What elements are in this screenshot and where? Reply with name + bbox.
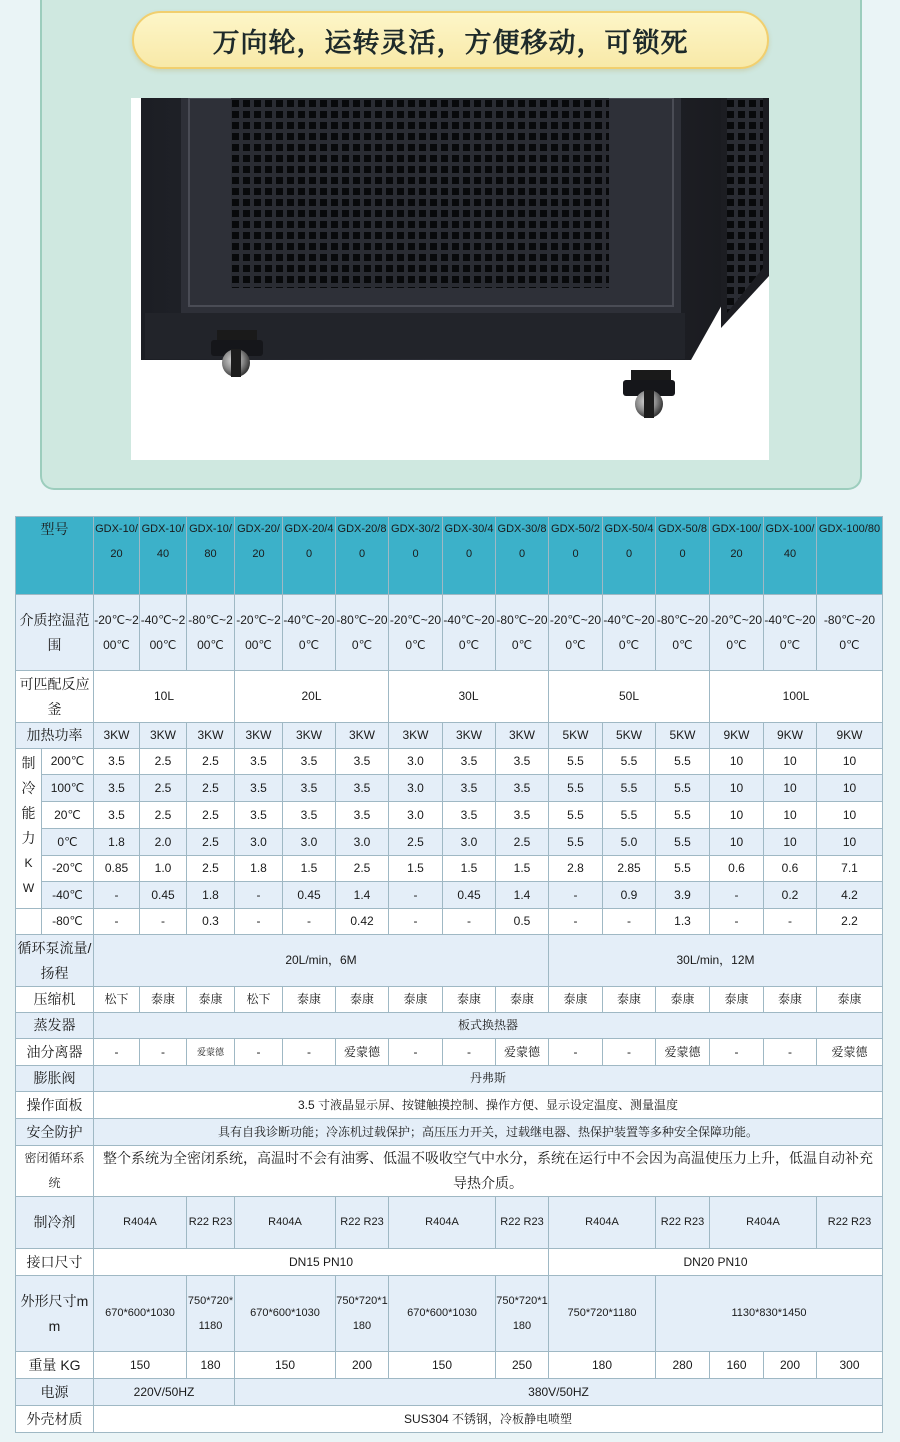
model-cell: GDX-20/80: [336, 517, 389, 595]
value-cell: 2.2: [817, 909, 883, 935]
value-cell: 10: [710, 829, 764, 856]
chiller-cabinet-image: [131, 98, 769, 460]
value-cell: -20℃~200℃: [710, 595, 764, 671]
value-cell: 泰康: [187, 987, 235, 1013]
value-cell: 1.8: [94, 829, 140, 856]
value-cell: 2.5: [187, 802, 235, 829]
row-label: 重量 KG: [16, 1352, 94, 1379]
value-cell: 160: [710, 1352, 764, 1379]
value-cell: 爱蒙德: [656, 1039, 710, 1066]
value-cell: 1.5: [283, 856, 336, 882]
value-cell: -40℃~200℃: [443, 595, 496, 671]
value-cell: 0.3: [187, 909, 235, 935]
value-cell: 2.0: [140, 829, 187, 856]
value-cell: R404A: [549, 1197, 656, 1249]
value-cell: -20℃~200℃: [389, 595, 443, 671]
value-cell: 爱蒙德: [817, 1039, 883, 1066]
value-cell: 0.6: [764, 856, 817, 882]
value-cell: 150: [94, 1352, 187, 1379]
value-cell: 2.5: [389, 829, 443, 856]
value-cell: 5.5: [656, 856, 710, 882]
value-cell: -20℃~200℃: [94, 595, 140, 671]
value-cell: 0.2: [764, 882, 817, 909]
value-cell: 泰康: [336, 987, 389, 1013]
value-cell: 10: [710, 775, 764, 802]
spec-table-container: [15, 516, 883, 1433]
value-cell: -: [235, 909, 283, 935]
value-cell: 3.5: [443, 802, 496, 829]
value-cell: 5.0: [603, 829, 656, 856]
value-cell: 3KW: [496, 723, 549, 749]
value-cell: -: [235, 882, 283, 909]
value-cell: 380V/50HZ: [235, 1379, 883, 1406]
value-cell: 5.5: [656, 829, 710, 856]
value-cell: 3.5: [235, 749, 283, 775]
value-cell: 150: [389, 1352, 496, 1379]
value-cell: 泰康: [283, 987, 336, 1013]
value-cell: 2.5: [187, 775, 235, 802]
cooling-temp: -20℃: [42, 856, 94, 882]
cooling-label-char: 冷: [21, 780, 36, 796]
value-cell: 0.9: [603, 882, 656, 909]
value-cell: R22 R23: [496, 1197, 549, 1249]
value-cell: 0.6: [710, 856, 764, 882]
value-cell: R404A: [235, 1197, 336, 1249]
value-cell: 2.5: [140, 749, 187, 775]
value-cell: -: [235, 1039, 283, 1066]
value-cell: -80℃~200℃: [187, 595, 235, 671]
value-cell: 泰康: [817, 987, 883, 1013]
row-label: 循环泵流量/扬程: [16, 935, 94, 987]
model-cell: GDX-20/40: [283, 517, 336, 595]
value-cell: -40℃~200℃: [140, 595, 187, 671]
row-label: 可匹配反应釜: [16, 671, 94, 723]
value-cell: 松下: [235, 987, 283, 1013]
value-cell: 180: [549, 1352, 656, 1379]
value-cell: -: [283, 1039, 336, 1066]
value-cell: 3.5 寸液晶显示屏、按键触摸控制、操作方便、显示设定温度、测量温度: [94, 1092, 883, 1119]
cooling-row: [16, 775, 883, 802]
value-cell: 5.5: [603, 802, 656, 829]
cooling-label-char: 能: [21, 805, 36, 821]
value-cell: 泰康: [603, 987, 656, 1013]
value-cell: 1.5: [496, 856, 549, 882]
value-cell: 5KW: [549, 723, 603, 749]
value-cell: 3KW: [283, 723, 336, 749]
model-cell: GDX-50/80: [656, 517, 710, 595]
value-cell: 200: [336, 1352, 389, 1379]
value-cell: 1.8: [187, 882, 235, 909]
value-cell: 9KW: [764, 723, 817, 749]
value-cell: 2.5: [496, 829, 549, 856]
value-cell: -: [549, 909, 603, 935]
cooling-temp: 0℃: [42, 829, 94, 856]
value-cell: -: [710, 882, 764, 909]
value-cell: 泰康: [549, 987, 603, 1013]
value-cell: 3KW: [187, 723, 235, 749]
safety-row: [16, 1119, 883, 1146]
value-cell: 10: [710, 749, 764, 775]
value-cell: 10: [710, 802, 764, 829]
value-cell: -40℃~200℃: [283, 595, 336, 671]
value-cell: 爱蒙德: [336, 1039, 389, 1066]
value-cell: 10: [817, 802, 883, 829]
value-cell: R404A: [389, 1197, 496, 1249]
model-cell: GDX-30/80: [496, 517, 549, 595]
value-cell: 750*720*1180: [496, 1276, 549, 1352]
value-cell: 3.5: [283, 775, 336, 802]
value-cell: 5.5: [549, 829, 603, 856]
value-cell: 3.5: [496, 749, 549, 775]
value-cell: 3.9: [656, 882, 710, 909]
cooling-label-blank: [16, 909, 42, 935]
value-cell: 泰康: [443, 987, 496, 1013]
value-cell: 2.85: [603, 856, 656, 882]
value-cell: -: [603, 909, 656, 935]
heating-row: [16, 723, 883, 749]
model-cell: GDX-30/20: [389, 517, 443, 595]
value-cell: 3.5: [94, 802, 140, 829]
value-cell: 1.8: [235, 856, 283, 882]
value-cell: DN20 PN10: [549, 1249, 883, 1276]
value-cell: 3.5: [336, 775, 389, 802]
header-row: [16, 517, 883, 595]
value-cell: 3KW: [443, 723, 496, 749]
value-cell: -: [549, 882, 603, 909]
value-cell: -: [283, 909, 336, 935]
feature-banner: [132, 11, 769, 69]
model-cell: GDX-10/20: [94, 517, 140, 595]
value-cell: 1.4: [496, 882, 549, 909]
value-cell: 爱蒙德: [496, 1039, 549, 1066]
value-cell: -: [94, 909, 140, 935]
value-cell: 3.5: [94, 749, 140, 775]
value-cell: 9KW: [817, 723, 883, 749]
value-cell: 3.0: [389, 749, 443, 775]
row-label: 外壳材质: [16, 1406, 94, 1433]
value-cell: 1.5: [389, 856, 443, 882]
row-label: 制冷剂: [16, 1197, 94, 1249]
value-cell: 1.4: [336, 882, 389, 909]
port-row: [16, 1249, 883, 1276]
value-cell: 3.5: [443, 749, 496, 775]
value-cell: 3.0: [389, 802, 443, 829]
value-cell: 2.5: [140, 802, 187, 829]
row-label: 蒸发器: [16, 1013, 94, 1039]
value-cell: -: [389, 882, 443, 909]
value-cell: 3.0: [283, 829, 336, 856]
value-cell: 3.0: [443, 829, 496, 856]
value-cell: -: [443, 909, 496, 935]
value-cell: 670*600*1030: [235, 1276, 336, 1352]
row-label: 油分离器: [16, 1039, 94, 1066]
kettle-row: [16, 671, 883, 723]
cooling-row: [16, 882, 883, 909]
model-cell: GDX-100/40: [764, 517, 817, 595]
cooling-label-char: W: [22, 881, 35, 895]
cooling-label-char: 制: [21, 755, 36, 771]
value-cell: 1.3: [656, 909, 710, 935]
value-cell: 0.45: [140, 882, 187, 909]
value-cell: 3.5: [94, 775, 140, 802]
model-cell: GDX-50/40: [603, 517, 656, 595]
value-cell: -: [94, 1039, 140, 1066]
value-cell: 3.0: [336, 829, 389, 856]
value-cell: -80℃~200℃: [817, 595, 883, 671]
value-cell: 泰康: [764, 987, 817, 1013]
cooling-label-char: 力: [21, 830, 36, 846]
value-cell: -80℃~200℃: [496, 595, 549, 671]
value-cell: -: [140, 1039, 187, 1066]
valve-row: [16, 1066, 883, 1092]
left-caster: [211, 330, 263, 377]
value-cell: 3.5: [336, 802, 389, 829]
value-cell: 0.85: [94, 856, 140, 882]
cooling-row: [16, 802, 883, 829]
value-cell: 750*720*1180: [187, 1276, 235, 1352]
value-cell: -: [710, 1039, 764, 1066]
value-cell: 30L/min，12M: [549, 935, 883, 987]
value-cell: -: [443, 1039, 496, 1066]
model-cell: GDX-50/20: [549, 517, 603, 595]
value-cell: 670*600*1030: [389, 1276, 496, 1352]
value-cell: 7.1: [817, 856, 883, 882]
model-cell: GDX-100/80: [817, 517, 883, 595]
refrigerant-row: [16, 1197, 883, 1249]
value-cell: 3.5: [283, 802, 336, 829]
value-cell: -: [764, 909, 817, 935]
value-cell: 5.5: [656, 802, 710, 829]
value-cell: -: [710, 909, 764, 935]
header-label: 型号: [16, 517, 94, 595]
value-cell: -40℃~200℃: [764, 595, 817, 671]
row-label: 介质控温范围: [16, 595, 94, 671]
value-cell: R22 R23: [187, 1197, 235, 1249]
value-cell: 10: [817, 775, 883, 802]
value-cell: R404A: [710, 1197, 817, 1249]
shell-row: [16, 1406, 883, 1433]
value-cell: -: [389, 909, 443, 935]
value-cell: 3KW: [389, 723, 443, 749]
cooling-temp: -40℃: [42, 882, 94, 909]
cooling-row: [16, 749, 883, 775]
value-cell: 3KW: [140, 723, 187, 749]
value-cell: -: [389, 1039, 443, 1066]
value-cell: 180: [187, 1352, 235, 1379]
value-cell: -: [603, 1039, 656, 1066]
value-cell: 5.5: [549, 802, 603, 829]
value-cell: 3KW: [336, 723, 389, 749]
value-cell: -80℃~200℃: [656, 595, 710, 671]
value-cell: 750*720*1180: [336, 1276, 389, 1352]
value-cell: 3.0: [389, 775, 443, 802]
value-cell: DN15 PN10: [94, 1249, 549, 1276]
value-cell: R22 R23: [817, 1197, 883, 1249]
pump-row: [16, 935, 883, 987]
value-cell: R404A: [94, 1197, 187, 1249]
value-cell: 1130*830*1450: [656, 1276, 883, 1352]
value-cell: 0.5: [496, 909, 549, 935]
value-cell: 9KW: [710, 723, 764, 749]
value-cell: 丹弗斯: [94, 1066, 883, 1092]
row-label: 电源: [16, 1379, 94, 1406]
value-cell: 具有自我诊断功能；冷冻机过载保护；高压压力开关，过载继电器、热保护装置等多种安全保障功能。: [94, 1119, 883, 1146]
right-caster: [623, 370, 675, 418]
value-cell: 670*600*1030: [94, 1276, 187, 1352]
value-cell: -20℃~200℃: [235, 595, 283, 671]
panel-row: [16, 1092, 883, 1119]
value-cell: 2.5: [140, 775, 187, 802]
power-row: [16, 1379, 883, 1406]
value-cell: -: [764, 1039, 817, 1066]
model-cell: GDX-10/80: [187, 517, 235, 595]
value-cell: 10: [817, 749, 883, 775]
row-label: 密闭循环系统: [16, 1146, 94, 1197]
value-cell: 3.5: [336, 749, 389, 775]
value-cell: -: [94, 882, 140, 909]
model-cell: GDX-100/20: [710, 517, 764, 595]
value-cell: 10: [764, 829, 817, 856]
cooling-temp: 200℃: [42, 749, 94, 775]
value-cell: 300: [817, 1352, 883, 1379]
value-cell: 3.5: [443, 775, 496, 802]
cooling-temp: 100℃: [42, 775, 94, 802]
value-cell: 100L: [710, 671, 883, 723]
cooling-row: [16, 909, 883, 935]
value-cell: 泰康: [710, 987, 764, 1013]
model-cell: GDX-30/40: [443, 517, 496, 595]
value-cell: 2.8: [549, 856, 603, 882]
value-cell: 10: [764, 749, 817, 775]
value-cell: 泰康: [496, 987, 549, 1013]
product-photo-casters: [131, 98, 769, 460]
cooling-temp: 20℃: [42, 802, 94, 829]
value-cell: 1.5: [443, 856, 496, 882]
value-cell: 3.5: [496, 775, 549, 802]
value-cell: 泰康: [140, 987, 187, 1013]
sealed-row: [16, 1146, 883, 1197]
value-cell: 0.42: [336, 909, 389, 935]
value-cell: 10: [817, 829, 883, 856]
evaporator-row: [16, 1013, 883, 1039]
row-label: 安全防护: [16, 1119, 94, 1146]
value-cell: 3.0: [235, 829, 283, 856]
model-cell: GDX-10/40: [140, 517, 187, 595]
value-cell: 3.5: [235, 775, 283, 802]
value-cell: 5KW: [656, 723, 710, 749]
row-label: 压缩机: [16, 987, 94, 1013]
value-cell: 220V/50HZ: [94, 1379, 235, 1406]
value-cell: 10: [764, 802, 817, 829]
value-cell: 爱蒙德: [187, 1039, 235, 1066]
value-cell: 2.5: [187, 749, 235, 775]
value-cell: 30L: [389, 671, 549, 723]
value-cell: 3.5: [283, 749, 336, 775]
value-cell: 松下: [94, 987, 140, 1013]
value-cell: 10: [764, 775, 817, 802]
value-cell: 2.5: [187, 856, 235, 882]
value-cell: 整个系统为全密闭系统，高温时不会有油雾、低温不吸收空气中水分，系统在运行中不会因为高温使压力上升，低温自动补充导热介质。: [94, 1146, 883, 1197]
value-cell: 1.0: [140, 856, 187, 882]
temp-range-row: [16, 595, 883, 671]
row-label: 膨胀阀: [16, 1066, 94, 1092]
value-cell: 2.5: [187, 829, 235, 856]
value-cell: 泰康: [656, 987, 710, 1013]
model-cell: GDX-20/20: [235, 517, 283, 595]
compressor-row: [16, 987, 883, 1013]
cooling-label: [16, 749, 42, 909]
value-cell: 泰康: [389, 987, 443, 1013]
value-cell: 3.5: [496, 802, 549, 829]
row-label: 外形尺寸mm: [16, 1276, 94, 1352]
value-cell: 150: [235, 1352, 336, 1379]
value-cell: 5.5: [656, 749, 710, 775]
banner-text: 万向轮，运转灵活，方便移动，可锁死: [212, 27, 689, 59]
value-cell: 3KW: [94, 723, 140, 749]
value-cell: 200: [764, 1352, 817, 1379]
value-cell: -: [549, 1039, 603, 1066]
cooling-temp: -80℃: [42, 909, 94, 935]
row-label: 加热功率: [16, 723, 94, 749]
value-cell: -40℃~200℃: [603, 595, 656, 671]
value-cell: -80℃~200℃: [336, 595, 389, 671]
cooling-row: [16, 829, 883, 856]
cooling-label-char: K: [24, 856, 33, 870]
row-label: 接口尺寸: [16, 1249, 94, 1276]
value-cell: 2.5: [336, 856, 389, 882]
value-cell: 板式换热器: [94, 1013, 883, 1039]
value-cell: SUS304 不锈钢，冷板静电喷塑: [94, 1406, 883, 1433]
value-cell: 5.5: [603, 775, 656, 802]
value-cell: 0.45: [443, 882, 496, 909]
weight-row: [16, 1352, 883, 1379]
value-cell: 5KW: [603, 723, 656, 749]
separator-row: [16, 1039, 883, 1066]
value-cell: 5.5: [549, 749, 603, 775]
cooling-row: [16, 856, 883, 882]
row-label: 操作面板: [16, 1092, 94, 1119]
value-cell: 5.5: [603, 749, 656, 775]
value-cell: 5.5: [549, 775, 603, 802]
value-cell: 0.45: [283, 882, 336, 909]
value-cell: 3.5: [235, 802, 283, 829]
value-cell: 10L: [94, 671, 235, 723]
size-row: [16, 1276, 883, 1352]
value-cell: R22 R23: [336, 1197, 389, 1249]
value-cell: 4.2: [817, 882, 883, 909]
value-cell: 3KW: [235, 723, 283, 749]
value-cell: 20L/min，6M: [94, 935, 549, 987]
value-cell: 5.5: [656, 775, 710, 802]
value-cell: -: [140, 909, 187, 935]
value-cell: R22 R23: [656, 1197, 710, 1249]
value-cell: 750*720*1180: [549, 1276, 656, 1352]
value-cell: 20L: [235, 671, 389, 723]
value-cell: 50L: [549, 671, 710, 723]
value-cell: 250: [496, 1352, 549, 1379]
value-cell: 280: [656, 1352, 710, 1379]
spec-table: [15, 516, 883, 1433]
value-cell: -20℃~200℃: [549, 595, 603, 671]
